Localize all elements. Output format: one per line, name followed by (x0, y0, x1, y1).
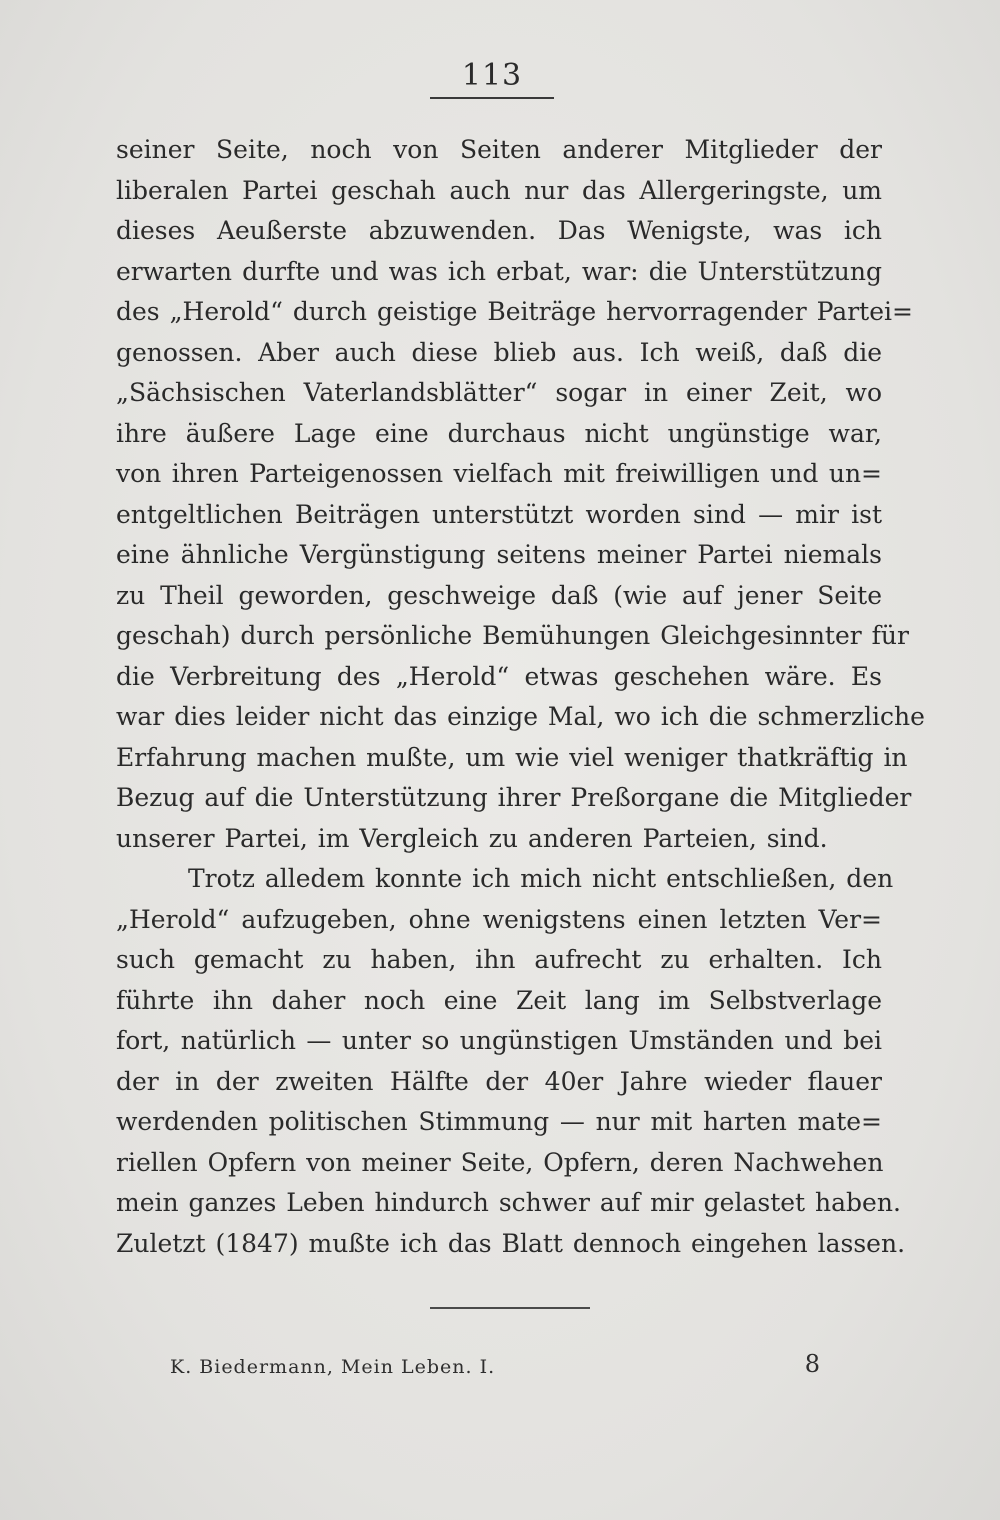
printer-signature: K. Biedermann, Mein Leben. I. (170, 1356, 496, 1378)
text-line: genossen. Aber auch diese blieb aus. Ich weiß, daß die (116, 337, 882, 367)
text-line: fort, natürlich — unter so ungünstigen Umständen und bei (116, 1026, 882, 1055)
text-line: eine ähnliche Vergünstigung seitens meiner Partei niemals (116, 540, 882, 569)
text-line: von ihren Parteigenossen vielfach mit freiwilligen und un= (116, 459, 882, 488)
text-line: zu Theil geworden, geschweige daß (wie auf jener Seite (116, 580, 882, 610)
text-line: werdenden politischen Stimmung — nur mit harten mate= (116, 1107, 882, 1136)
text-line: erwarten durfte und was ich erbat, war: die Unterstützung (116, 256, 882, 286)
text-line: Bezug auf die Unterstützung ihrer Preßorgane die Mitglieder (116, 783, 912, 812)
text-line: „Herold“ aufzugeben, ohne wenigstens einen letzten Ver= (116, 904, 882, 934)
text-line: die Verbreitung des „Herold“ etwas geschehen wäre. Es (116, 661, 882, 691)
footer-rule (430, 1307, 590, 1309)
text-line: „Sächsischen Vaterlandsblätter“ sogar in einer Zeit, wo (116, 378, 882, 407)
text-line: unserer Partei, im Vergleich zu anderen Parteien, sind. (116, 823, 828, 853)
header-rule (430, 97, 554, 99)
text-line: liberalen Partei geschah auch nur das Allergeringste, um (116, 175, 882, 205)
page-footer (170, 1350, 820, 1390)
text-line: such gemacht zu haben, ihn aufrecht zu erhalten. Ich (116, 945, 882, 974)
text-line: dieses Aeußerste abzuwenden. Das Wenigste, was ich (116, 216, 882, 245)
text-line: mein ganzes Leben hindurch schwer auf mir gelastet haben. (116, 1188, 901, 1217)
text-line: führte ihn daher noch eine Zeit lang im Selbstverlage (116, 985, 882, 1015)
text-line: war dies leider nicht das einzige Mal, wo ich die schmerzliche (116, 702, 925, 731)
text-line: Erfahrung machen mußte, um wie viel weniger thatkräftig in (116, 742, 908, 772)
text-line: geschah) durch persönliche Bemühungen Gleichgesinnter für (116, 621, 909, 650)
text-line: Zuletzt (1847) mußte ich das Blatt dennoch eingehen lassen. (116, 1228, 906, 1258)
signature-mark: 8 (804, 1350, 820, 1378)
page-number: 113 (461, 58, 523, 93)
text-line: ihre äußere Lage eine durchaus nicht ungünstige war, (116, 418, 882, 448)
text-line: seiner Seite, noch von Seiten anderer Mitglieder der (116, 135, 882, 164)
text-line: des „Herold“ durch geistige Beiträge hervorragender Partei= (116, 297, 913, 326)
text-line: der in der zweiten Hälfte der 40er Jahre wieder flauer (116, 1066, 882, 1096)
text-line: Trotz alledem konnte ich mich nicht entschließen, den (188, 864, 894, 893)
body-text (116, 130, 925, 1264)
text-line: riellen Opfern von meiner Seite, Opfern, deren Nachwehen (116, 1147, 884, 1177)
text-line: entgeltlichen Beiträgen unterstützt worden sind — mir ist (116, 499, 882, 529)
